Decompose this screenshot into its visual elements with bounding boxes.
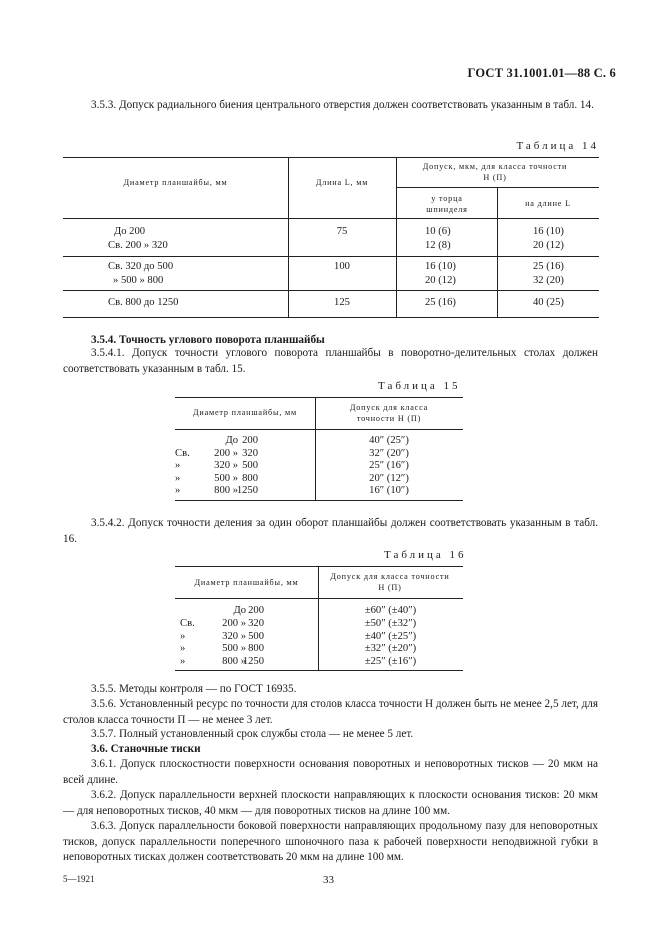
- table14-row1-length: 75: [336, 226, 348, 237]
- paragraph-3-5-4-2: 3.5.4.2. Допуск точности деления за один оборот планшайбы должен соответствовать указанным в табл. 16.: [63, 517, 598, 545]
- paragraph-3-5-4-1: 3.5.4.1. Допуск точности углового поворота планшайбы в поворотно-делительных столах должен соответствовать указанным в табл. 15.: [63, 347, 598, 375]
- table14-row1-len: 16 (10) 20 (12): [533, 226, 564, 251]
- table14-caption: Таблица 14: [516, 140, 599, 152]
- table14-row2-len: 25 (16) 32 (20): [533, 261, 564, 286]
- table16-tolerance-list: ±60″ (±40″) ±50″ (±32″) ±40″ (±25″) ±32″ (±20″) ±25″ (±16″): [364, 605, 417, 668]
- table14-row3-diameter: Св. 800 до 1250: [108, 297, 179, 308]
- table14-row2-diameter: Св. 320 до 500 » 500 » 800: [108, 261, 174, 286]
- table14-row2-length: 100: [334, 261, 350, 272]
- table14-row3-len: 40 (25): [533, 297, 564, 308]
- paragraph-3-6-1: 3.6.1. Допуск плоскостности поверхности основания поворотных и неповоротных тисков — 20 мкм на всей длине.: [63, 758, 598, 786]
- paragraph-3-6-3: 3.6.3. Допуск параллельности боковой поверхности направляющих продольному пазу для неповоротных тисков, допуск параллельности поперечного шпоночного паза к рабочей поверхности неподвижной губки в неповоротных тисках должен соответствовать 20 мкм на длине 100 мм.: [63, 820, 598, 863]
- table15-col-diameter: Диаметр планшайбы, мм: [193, 408, 297, 417]
- page-number: 33: [323, 874, 334, 886]
- table14-row1-end: 10 (6) 12 (8): [425, 226, 451, 251]
- print-code: 5—1921: [63, 874, 95, 884]
- table16-col-diameter: Диаметр планшайбы, мм: [194, 578, 299, 587]
- table14-sub-length: на длине L: [525, 199, 571, 208]
- table15-col-tolerance: Допуск для класса точности Н (П): [349, 403, 429, 423]
- page-header: ГОСТ 31.1001.01—88 С. 6: [467, 66, 616, 80]
- table14-col-length: Длина L, мм: [315, 178, 369, 187]
- table14-col-diameter: Диаметр планшайбы, мм: [123, 178, 228, 187]
- table16-col-tolerance: Допуск для класса точности Н (П): [330, 572, 450, 592]
- table15-tolerance-list: 40″ (25″) 32″ (20″) 25″ (16″) 20″ (12″) 16″ (10″): [369, 435, 409, 497]
- table14-sub-end: у торца шпинделя: [426, 194, 468, 214]
- paragraph-3-5-7: 3.5.7. Полный установленный срок службы стола — не менее 5 лет.: [91, 728, 414, 740]
- table14-row2-end: 16 (10) 20 (12): [425, 261, 456, 286]
- table15-caption: Таблица 15: [378, 380, 461, 392]
- table14-row3-end: 25 (16): [425, 297, 456, 308]
- heading-3-5-4: 3.5.4. Точность углового поворота планшайбы: [91, 334, 325, 346]
- table15-diameter-list: До 200 Св. 200 » 320 » 320 » 500 » 500 » 800 » 800 » 1250: [175, 435, 258, 497]
- paragraph-3-5-5: 3.5.5. Методы контроля — по ГОСТ 16935.: [91, 683, 297, 695]
- table16-caption: Таблица 16: [384, 549, 467, 561]
- table16-diameter-list: До 200 Св. 200 » 320 » 320 » 500 » 500 » 800 » 800 » 1250: [180, 605, 264, 668]
- table14-row1-diameter: До 200 Св. 200 » 320: [108, 226, 168, 251]
- paragraph-3-6-2: 3.6.2. Допуск параллельности верхней плоскости направляющих к плоскости основания тисков: 20 мкм — для неповоротных тисков, 40 мкм — для поворотных тисков на длине 100 мм.: [63, 789, 598, 817]
- heading-3-6: 3.6. Станочные тиски: [91, 743, 201, 755]
- paragraph-3-5-3: 3.5.3. Допуск радиального биения центрального отверстия должен соответствовать указанным в табл. 14.: [91, 99, 594, 111]
- table14-col-tolerance: Допуск, мкм, для класса точности Н (П): [422, 162, 568, 182]
- paragraph-3-5-6: 3.5.6. Установленный ресурс по точности для столов класса точности Н должен быть не менее 2,5 лет, для столов класса точности П — не менее 3 лет.: [63, 698, 598, 726]
- table14-row3-length: 125: [334, 297, 350, 308]
